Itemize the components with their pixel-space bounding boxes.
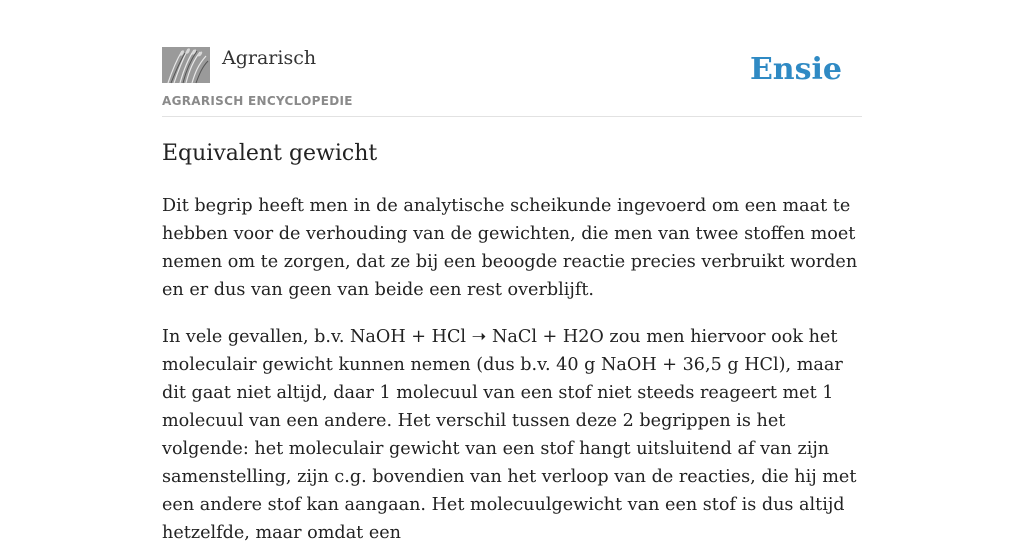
article-paragraph: In vele gevallen, b.v. NaOH + HCl ➝ NaCl + H2O zou men hiervoor ook het moleculair gewicht kunnen nemen (dus b.v. 40 g NaOH + 36,5 g HCl), maar dit gaat niet altijd, daar 1 molecuul van een stof niet steeds reageert met 1 molecuul van een andere. Het verschil tussen deze 2 begrippen is het volgende: het moleculair gewicht van een stof hangt uitsluitend af van zijn samenstelling, zijn c.g. bovendien van het verloop van de reacties, die hij met een andere stof kan aangaan. Het molecuulgewicht van een stof is dus altijd hetzelfde, maar omdat een: [162, 327, 857, 543]
article-title: Equivalent gewicht: [162, 141, 378, 166]
brand-logo[interactable]: Ensie: [749, 52, 842, 87]
article-paragraph: Dit begrip heeft men in de analytische scheikunde ingevoerd om een maat te hebben voor de verhouding van de gewichten, die men van twee stoffen moet nemen om te zorgen, dat ze bij een beoogde reactie precies verbruikt worden en er dus van geen van beide een rest overblijft.: [162, 196, 858, 300]
site-header: [162, 44, 862, 117]
site-name[interactable]: Agrarisch: [222, 47, 317, 69]
site-subtitle: AGRARISCH ENCYCLOPEDIE: [162, 94, 353, 108]
wheat-icon[interactable]: [162, 47, 210, 83]
article: [162, 138, 862, 547]
